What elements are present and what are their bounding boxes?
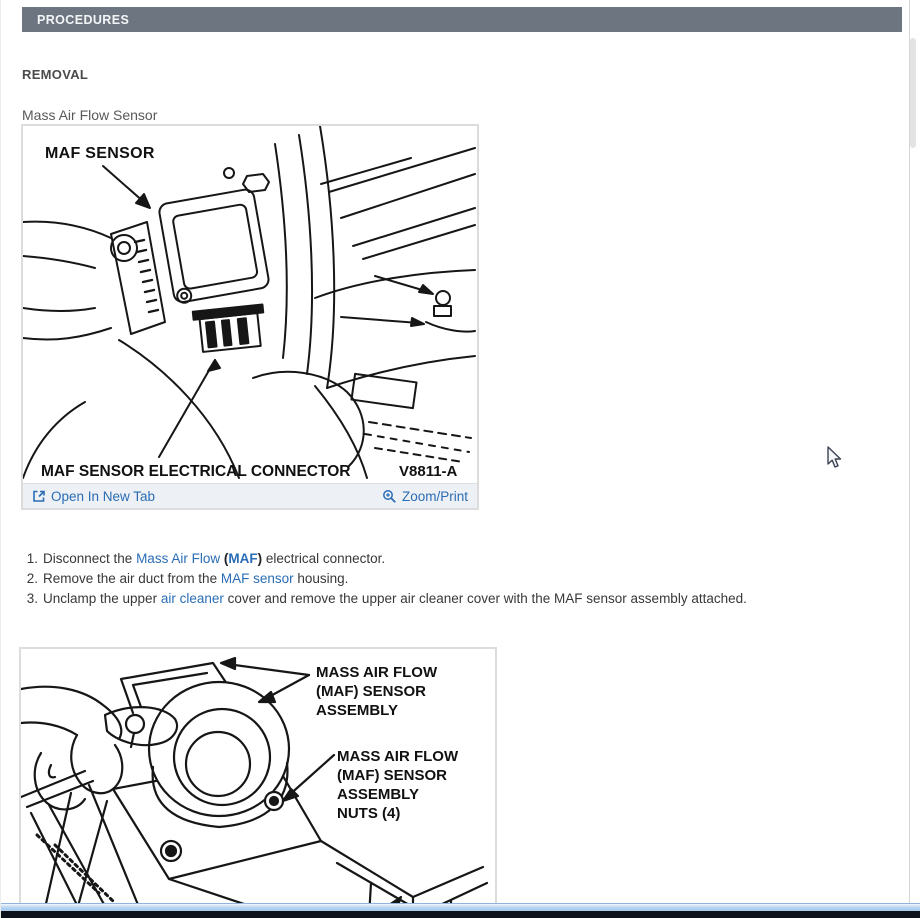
fig2-assembly-label-line3: ASSEMBLY: [316, 702, 398, 719]
maf-assembly-diagram: [21, 649, 495, 918]
horizontal-scrollbar[interactable]: [1, 903, 920, 911]
mass-air-flow-link[interactable]: Mass Air Flow: [136, 551, 221, 566]
fig1-ref-code: V8811-A: [399, 463, 458, 480]
open-in-new-tab-icon: [32, 489, 46, 503]
zoom-plus-icon: [382, 489, 397, 504]
fig2-nuts-label-line4: NUTS (4): [337, 805, 401, 822]
step-2-text: Remove the air duct from the MAF sensor housing.: [43, 571, 349, 586]
step-1-text: Disconnect the Mass Air Flow (MAF) electrical connector.: [43, 551, 386, 566]
fig1-caption: MAF SENSOR ELECTRICAL CONNECTOR: [41, 463, 351, 480]
fig2-nuts-label-line3: ASSEMBLY: [337, 786, 419, 803]
removal-heading: REMOVAL: [22, 67, 89, 82]
maf-link[interactable]: MAF: [228, 551, 258, 566]
fig2-nuts-label-line1: MASS AIR FLOW: [337, 748, 459, 765]
maf-sensor-link[interactable]: MAF sensor: [220, 571, 294, 586]
mouse-cursor: [827, 446, 845, 470]
fig2-assembly-label-line1: MASS AIR FLOW: [316, 664, 438, 681]
bottom-dark-bar: [1, 911, 920, 918]
figure1-frame: [21, 124, 479, 510]
step-3-number: 3.: [26, 591, 38, 606]
vertical-scrollbar-thumb[interactable]: [910, 38, 916, 148]
fig1-maf-sensor-label: MAF SENSOR: [45, 145, 155, 162]
step-1: [22, 549, 882, 569]
step-2-number: 2.: [26, 571, 38, 586]
zoom-print-link[interactable]: [382, 489, 468, 504]
step-2: [22, 569, 882, 589]
figure1-title: Mass Air Flow Sensor: [22, 107, 158, 123]
step-1-number: 1.: [26, 551, 38, 566]
open-in-new-tab-link[interactable]: [32, 489, 155, 504]
figure1-toolbar: [23, 483, 477, 508]
fig2-nuts-label-line2: (MAF) SENSOR: [337, 767, 447, 784]
step-3-text: Unclamp the upper air cleaner cover and remove the upper air cleaner cover with the MAF sensor assembly attached.: [43, 591, 747, 606]
fig2-assembly-label-line2: (MAF) SENSOR: [316, 683, 426, 700]
step-3: [22, 589, 882, 609]
figure2-frame: [19, 647, 497, 918]
removal-steps-list: [22, 549, 882, 609]
procedures-header-bar: [22, 7, 902, 32]
procedures-title: PROCEDURES: [37, 12, 130, 27]
air-cleaner-link[interactable]: air cleaner: [160, 591, 224, 606]
open-in-new-tab-label: Open In New Tab: [51, 488, 156, 504]
zoom-print-label: Zoom/Print: [401, 488, 468, 504]
maf-sensor-diagram: [23, 126, 477, 483]
